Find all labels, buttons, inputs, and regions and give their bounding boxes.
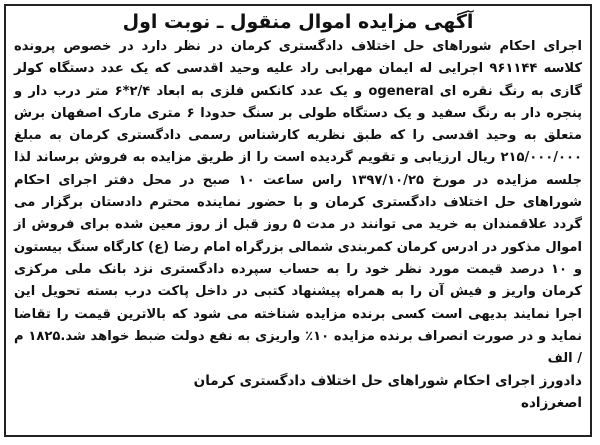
notice-title: آگهی مزایده اموال منقول ـ نوبت اول: [122, 11, 474, 33]
notice-body: اجرای احکام شوراهای حل اختلاف دادگستری کرمان در نظر دارد در خصوص پرونده کلاسه ۹۶۱۱۴۴ اجرایی له ایمان مهرابی راد علیه وحید اقدسی که یک عدد دستگاه کولر گازی به رنگ نقره ای ogeneral و یک عدد کانکس فلزی به ابعاد ۲/۴*۶ متر درب دار و پنجره دار به رنگ سفید و یک دستگاه طولی بر سنگ حدودا ۶ متری مارک اصفهان برش متعلق به وحید اقدسی را که طبق نظریه کارشناس رسمی دادگستری کرمان به مبلغ ۲۱۵/۰۰۰/۰۰۰ ریال ارزیابی و تقویم گردیده است را از طریق مزایده به فروش برساند لذا جلسه مزایده در مورخ ۱۳۹۷/۱۰/۲۵ راس ساعت ۱۰ صبح در محل دفتر اجرای احکام شوراهای حل اختلاف دادگستری کرمان و با حضور نماینده محترم دادستان برگزار می گردد علاقمندان به خرید می توانند در مدت ۵ روز قبل از روز معین شده برای فروش از اموال مذکور در ادرس کرمان کمربندی شمالی بزرگراه امام رضا (ع) کارگاه سنگ بیستون و ۱۰ درصد قیمت مورد نظر خود را به حساب سپرده دادگستری نزد بانک ملی مرکزی کرمان واریز و فیش آن را به همراه پیشنهاد کتبی در داخل پاکت درب بسته تحویل این اجرا نمایند بدیهی است کسی برنده مزایده شناخته می شود که بالاترین قیمت را تقاضا نماید و در صورت انصراف برنده مزایده ۱۰٪ واریزی به نفع دولت ضبط خواهد شد.۱۸۲۵ م / الف: [14, 39, 583, 367]
notice-frame: [4, 4, 592, 437]
signature-block: [14, 370, 582, 414]
signature-title: دادورز اجرای احکام شوراهای حل اختلاف دادگستری کرمان: [193, 373, 582, 390]
signature-name: اصغرزاده: [521, 395, 582, 412]
